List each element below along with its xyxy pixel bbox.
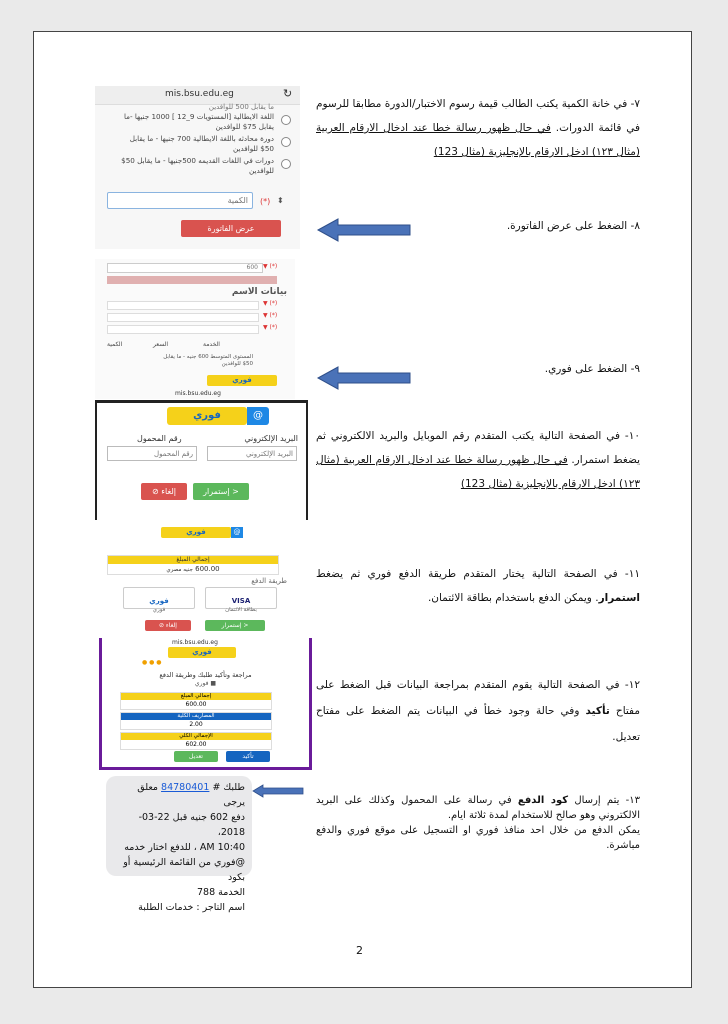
total-amount-box [107, 555, 279, 575]
card-sub: بطاقة الائتمان [225, 607, 257, 613]
table-row [103, 354, 287, 376]
continue-button[interactable]: < إستمرار [193, 483, 249, 500]
grand-total-box [120, 732, 272, 750]
form-row [107, 301, 259, 310]
fawry-label: فوري [232, 376, 252, 384]
fawry-option[interactable] [123, 587, 195, 613]
th-service: الخدمة [203, 341, 220, 348]
total-label: إجمالي المبلغ [108, 556, 278, 564]
url-text: mis.bsu.edu.eg [165, 89, 234, 99]
step-12-prefix: ١٢- في الصفحة التالية يقوم المتقدم بمراجعة البيانات قبل الضغط على مفتاح [316, 679, 640, 717]
option-0: ما يقابل 500 للوافدين [208, 103, 274, 111]
step-9-label: ٩- الضغط على فوري. [544, 363, 640, 375]
card-option[interactable] [205, 587, 277, 613]
mobile-label: رقم المحمول [137, 434, 182, 443]
radio-icon[interactable] [281, 159, 291, 169]
step-10-prefix: ١٠- في الصفحة التالية يكتب المتقدم رقم الموبايل والبريد الالكتروني ثم يضغط استمرار. [316, 430, 640, 466]
table-header [103, 341, 287, 351]
fawry-label: فوري [186, 528, 206, 536]
step-9-text [440, 362, 640, 376]
currency-label: جنيه مصري [166, 567, 193, 573]
fawry-header-button[interactable] [161, 527, 231, 538]
continue-button[interactable]: < إستمرار [205, 620, 265, 631]
screenshot-payment-method [95, 525, 295, 637]
step-10-text [316, 424, 640, 496]
screenshot-review-confirm [99, 638, 312, 770]
fees-value: 2.00 [189, 721, 203, 728]
fawry-logo: فوري [149, 597, 169, 605]
required-mark: (*) ▼ [263, 263, 278, 270]
form-row [107, 325, 259, 334]
option-1[interactable]: اللغة الايطالية [المستويات 9_12 ] 1000 جنيها -ما يقابل 75$ للوافدين [123, 112, 274, 131]
url-text: mis.bsu.edu.eg [172, 639, 218, 646]
sort-icon: ⬍ [277, 196, 284, 205]
step-13-extra: يمكن الدفع من خلال احد منافذ فوري او التسجيل على موقع فوري والدفع مباشرة. [316, 825, 640, 851]
sms-line-3: 10:40 AM ، للدفع اختار خدمه [124, 842, 245, 853]
total-label: إجمالي المبلغ [121, 693, 271, 700]
step-8-text [440, 219, 640, 233]
at-icon: @ [231, 527, 243, 538]
screenshot-quantity-form [95, 86, 300, 249]
email-label: البريد الإلكتروني [244, 434, 298, 443]
step-12-suffix: وفي حالة وجود خطأ في البيانات يتم الضغط على مفتاح تعديل. [316, 705, 640, 743]
step-13-bold: كود الدفع [517, 795, 569, 806]
fawry-label: فوري [193, 410, 221, 421]
amount-field [107, 263, 263, 273]
fawry-header-button[interactable] [167, 407, 247, 425]
step-13-text [316, 793, 640, 853]
screenshot-invoice [95, 259, 295, 399]
grand-label: الإجمالي الكلي [121, 733, 271, 740]
radio-icon[interactable] [281, 115, 291, 125]
step-11-bold: استمرار [598, 592, 640, 604]
screenshot-contact-form [95, 400, 308, 520]
step-11-suffix: . ويمكن الدفع باستخدام بطاقة الائتمان. [427, 592, 599, 604]
quantity-input[interactable] [107, 192, 253, 209]
step-7-text [316, 92, 640, 164]
cancel-button[interactable]: إلغاء ⊘ [141, 483, 187, 500]
cell-text: المستوى المتوسط 600 جنيه - ما يقابل 50$ للوافدين [163, 354, 253, 367]
th-price: السعر [153, 341, 169, 348]
mobile-field[interactable] [107, 446, 197, 461]
reload-icon: ↻ [283, 87, 293, 100]
radio-icon[interactable] [281, 137, 291, 147]
step-12-text [316, 672, 640, 750]
option-3[interactable]: دورات في اللغات القديمه 500جنيها - ما يقابل 50$ للوافدين [121, 156, 274, 175]
step-7-note: في حال ظهور رسالة خطا عند ادخال الارقام العربية (مثال ١٢٣) ادخل الارقام بالإنجليزية (مثال 123) [316, 122, 640, 158]
sms-line-6: اسم التاجر : خدمات الطلبة [138, 902, 245, 913]
cancel-button[interactable]: إلغاء ⊘ [145, 620, 191, 631]
step-13-suffix: في رسالة على المحمول وكذلك على البريد الالكتروني وهو صالح للاستخدام لمدة ثلاثة ايام. [316, 795, 640, 821]
step-11-text [316, 562, 640, 610]
sms-line-2: دفع 602 جنيه قبل 22-03-2018، [138, 812, 245, 838]
payment-method-label: ■ فوري [194, 680, 217, 687]
total-value-row [108, 564, 278, 575]
step-13-prefix: ١٣- يتم إرسال [568, 795, 641, 806]
invoice-bar [107, 276, 277, 284]
required-mark: (*) ▼ [263, 300, 278, 307]
total-value: 600.00 [185, 701, 207, 708]
section-title: بيانات الاسم [231, 287, 287, 297]
arrow-left-icon [316, 218, 412, 242]
step-7-prefix: ٧- في خانة الكمية يكتب الطالب قيمة رسوم الاختبار/الدورة مطابقا للرسوم في قائمة الدورات. [316, 98, 640, 134]
form-row [107, 313, 259, 322]
sms-pending: معلق يرجى [137, 782, 245, 808]
fawry-sub: فوري [152, 607, 166, 613]
at-icon: @ [247, 407, 269, 425]
progress-dots: ● ● ● [142, 659, 162, 666]
fees-box [120, 712, 272, 730]
email-field[interactable] [207, 446, 297, 461]
review-title: مراجعة وتأكيد طلبك وطريقة الدفع [159, 671, 252, 679]
fawry-header-button[interactable] [168, 647, 236, 658]
fawry-button[interactable] [207, 375, 277, 386]
total-box [120, 692, 272, 710]
step-12-bold: تأكيد [585, 705, 610, 717]
confirm-button[interactable]: تأكيد [226, 751, 270, 762]
arrow-left-icon [316, 366, 412, 390]
url-footer: mis.bsu.edu.eg [175, 390, 221, 397]
required-mark: (*) [260, 197, 271, 206]
fawry-label: فوري [192, 648, 212, 656]
step-11-prefix: ١١- في الصفحة التالية يختار المتقدم طريقة الدفع فوري ثم يضغط [316, 568, 640, 580]
arrow-left-icon [252, 784, 304, 798]
grand-value: 602.00 [185, 741, 207, 748]
sms-line-1 [113, 780, 245, 810]
sms-order-label: طلبك # [212, 782, 245, 793]
edit-button[interactable]: تعديل [174, 751, 218, 762]
fees-label: المصاريف الكلية [121, 713, 271, 720]
sms-line-4: @فوري من القائمة الرئيسية أو بكود [123, 857, 245, 883]
show-invoice-button[interactable]: عرض الفاتورة [181, 220, 281, 237]
sms-order-code[interactable]: 84780401 [161, 782, 210, 793]
step-10-note: في حال ظهور رسالة خطا عند ادخال الارقام العربية (مثال ١٢٣) ادخل الارقام بالإنجليزية (مثال 123) [316, 454, 640, 490]
sms-message-bubble [106, 776, 252, 913]
page-number: 2 [356, 944, 363, 957]
total-value: 600.00 [195, 565, 220, 573]
pay-method-title: طريقة الدفع [251, 577, 287, 585]
amount-value: 600 [246, 264, 258, 271]
step-8-label: ٨- الضغط على عرض الفاتورة. [506, 220, 640, 232]
th-qty: الكمية [107, 341, 123, 348]
required-mark: (*) ▼ [263, 312, 278, 319]
option-2[interactable]: دورة محادثه باللغة الايطالية 700 جنيها - ما يقابل 50$ للوافدين [129, 134, 274, 153]
visa-icon: VISA [231, 597, 251, 605]
required-mark: (*) ▼ [263, 324, 278, 331]
sms-line-5: الخدمة 788 [197, 887, 245, 898]
